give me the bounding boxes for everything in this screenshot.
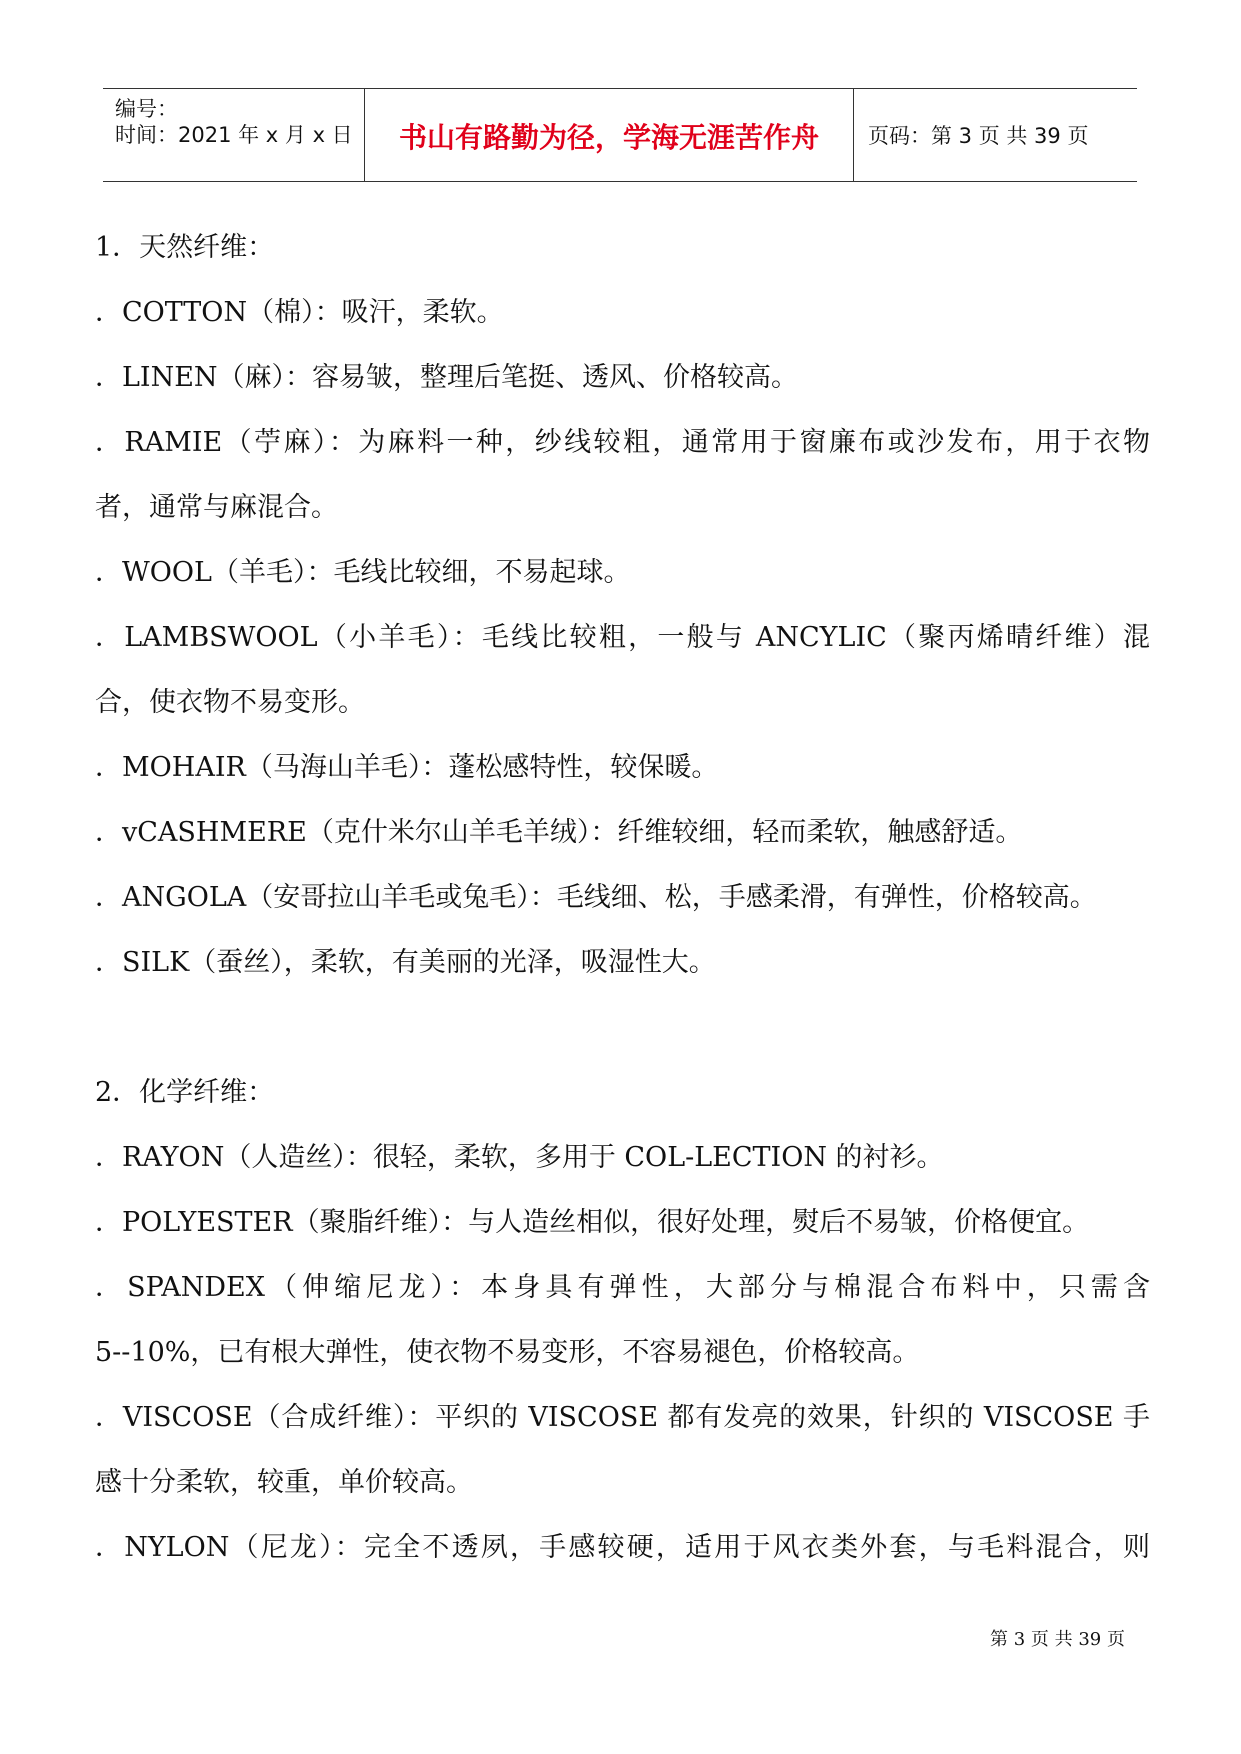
page-footer-number: 第 3 页 共 39 页 — [990, 1629, 1125, 1650]
paragraph-line: ．LINEN（麻）：容易皱，整理后笔挺、透风、价格较高。 — [95, 362, 799, 393]
paragraph-line: ．COTTON（棉）：吸汗，柔软。 — [95, 297, 504, 328]
paragraph-line: ．vCASHMERE（克什米尔山羊毛羊绒）：纤维较细，轻而柔软，触感舒适。 — [95, 817, 1023, 848]
paragraph-line: ．SILK（蚕丝），柔软，有美丽的光泽，吸湿性大。 — [95, 947, 716, 978]
paragraph-line: ．WOOL（羊毛）：毛线比较细，不易起球。 — [95, 557, 631, 588]
section-heading-chemical-fibers: 2．化学纤维： — [95, 1077, 275, 1108]
paragraph-line: ．NYLON（尼龙）：完全不透夙，手感较硬，适用于风衣类外套，与毛料混合，则 — [95, 1532, 1150, 1563]
paragraph-line: ．VISCOSE（合成纤维）：平织的 VISCOSE 都有发亮的效果，针织的 VISCOSE 手 — [95, 1402, 1150, 1433]
paragraph-line: ．MOHAIR（马海山羊毛）：蓬松感特性，较保暖。 — [95, 752, 719, 783]
paragraph-line: ．RAYON（人造丝）：很轻，柔软，多用于 COL-LECTION 的衬衫。 — [95, 1142, 944, 1173]
paragraph-line: 5--10%，已有根大弹性，使衣物不易变形，不容易褪色，价格较高。 — [95, 1337, 920, 1368]
paragraph-line: ．ANGOLA（安哥拉山羊毛或兔毛）：毛线细、松，手感柔滑，有弹性，价格较高。 — [95, 882, 1097, 913]
paragraph-line: ．POLYESTER（聚脂纤维）：与人造丝相似，很好处理，熨后不易皱，价格便宜。 — [95, 1207, 1090, 1238]
paragraph-line: ．LAMBSWOOL（小羊毛）：毛线比较粗，一般与 ANCYLIC（聚丙烯晴纤维）混 — [95, 622, 1150, 653]
header-motto-cell — [365, 89, 854, 181]
section-gap — [95, 995, 1150, 1060]
page-header — [103, 88, 1137, 182]
section-heading-natural-fibers: 1．天然纤维： — [95, 232, 275, 263]
paragraph-line: 者，通常与麻混合。 — [95, 492, 338, 523]
paragraph-line: 感十分柔软，较重，单价较高。 — [95, 1467, 473, 1498]
paragraph-line: ．SPANDEX（伸缩尼龙）：本身具有弹性，大部分与棉混合布料中，只需含 — [95, 1272, 1150, 1303]
document-number-label: 编号： — [115, 97, 178, 121]
header-page-number: 页码：第 3 页 共 39 页 — [868, 124, 1089, 148]
paragraph-line: ．RAMIE（苧麻）：为麻料一种，纱线较粗，通常用于窗廉布或沙发布，用于衣物 — [95, 427, 1150, 458]
document-body — [95, 215, 1150, 1580]
header-motto: 书山有路勤为径，学海无涯苦作舟 — [398, 121, 819, 154]
document-time-label: 时间：2021 年 x 月 x 日 — [115, 123, 353, 147]
header-page-cell — [854, 89, 1137, 181]
paragraph-line: 合，使衣物不易变形。 — [95, 687, 365, 718]
header-meta-cell — [103, 89, 365, 181]
